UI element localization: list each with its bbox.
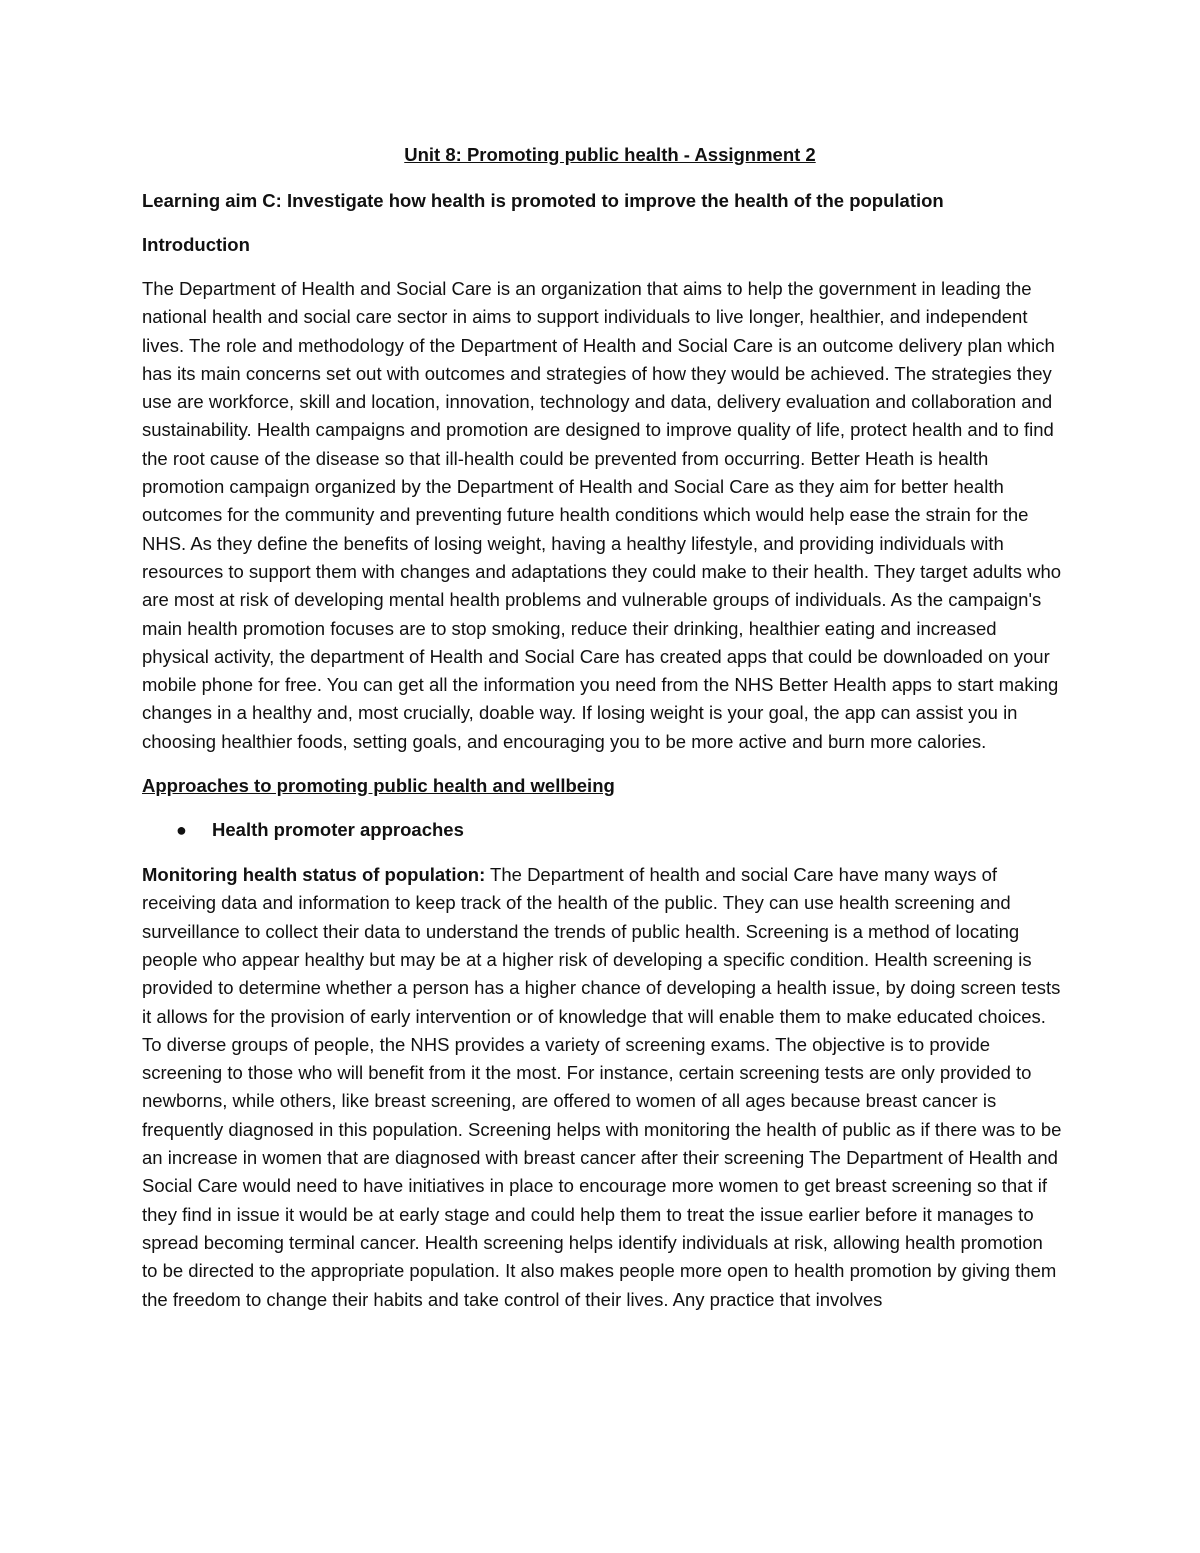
learning-aim: Learning aim C: Investigate how health is promoted to improve the health of the population	[142, 190, 944, 211]
document-title: Unit 8: Promoting public health - Assignment 2	[404, 144, 816, 165]
approaches-heading: Approaches to promoting public health and wellbeing	[142, 775, 615, 797]
monitoring-text: The Department of health and social Care have many ways of receiving data and information to keep track of the health of the public. They can use health screening and surveillance to collect their data to understand the trends of public health. Screening is a method of locating people who appear healthy but may be at a higher risk of developing a specific condition. Health screening is provided to determine whether a person has a higher chance of developing a health issue, by doing screen tests it allows for the provision of early intervention or of knowledge that will enable them to make educated choices. To diverse groups of people, the NHS provides a variety of screening exams. The objective is to provide screening to those who will benefit from it the most. For instance, certain screening tests are only provided to newborns, while others, like breast screening, are offered to women of all ages because breast cancer is frequently diagnosed in this population. Screening helps with monitoring the health of public as if there was to be an increase in women that are diagnosed with breast cancer after their screening The Department of Health and Social Care would need to have initiatives in place to encourage more women to get breast screening so that if they find in issue it would be at early stage and could help them to treat the issue earlier before it manages to spread becoming terminal cancer. Health screening helps identify individuals at risk, allowing health promotion to be directed to the appropriate population. It also makes people more open to health promotion by giving them the freedom to change their habits and take control of their lives. Any practice that involves	[142, 864, 1062, 1310]
introduction-paragraph: The Department of Health and Social Care is an organization that aims to help the government in leading the national health and social care sector in aims to support individuals to live longer, healthier, and independent lives. The role and methodology of the Department of Health and Social Care is an outcome delivery plan which has its main concerns set out with outcomes and strategies of how they would be achieved. The strategies they use are workforce, skill and location, innovation, technology and data, delivery evaluation and collaboration and sustainability. Health campaigns and promotion are designed to improve quality of life, protect health and to find the root cause of the disease so that ill-health could be prevented from occurring. Better Heath is health promotion campaign organized by the Department of Health and Social Care as they aim for better health outcomes for the community and preventing future health conditions which would help ease the strain for the NHS. As they define the benefits of losing weight, having a healthy lifestyle, and providing individuals with resources to support them with changes and adaptations they could make to their health. They target adults who are most at risk of developing mental health problems and vulnerable groups of individuals. As the campaign's main health promotion focuses are to stop smoking, reduce their drinking, healthier eating and increased physical activity, the department of Health and Social Care has created apps that could be downloaded on your mobile phone for free. You can get all the information you need from the NHS Better Health apps to start making changes in a healthy and, most crucially, doable way. If losing weight is your goal, the app can assist you in choosing healthier foods, setting goals, and encouraging you to be more active and burn more calories.	[142, 278, 1062, 752]
bullet-item-label: Health promoter approaches	[212, 819, 464, 841]
monitoring-label: Monitoring health status of population:	[142, 864, 486, 886]
document-page	[142, 141, 1062, 1330]
bullet-dot-icon: ●	[176, 819, 187, 840]
bullet-item	[142, 816, 1062, 844]
monitoring-paragraph	[142, 861, 1062, 1314]
introduction-heading: Introduction	[142, 234, 250, 255]
